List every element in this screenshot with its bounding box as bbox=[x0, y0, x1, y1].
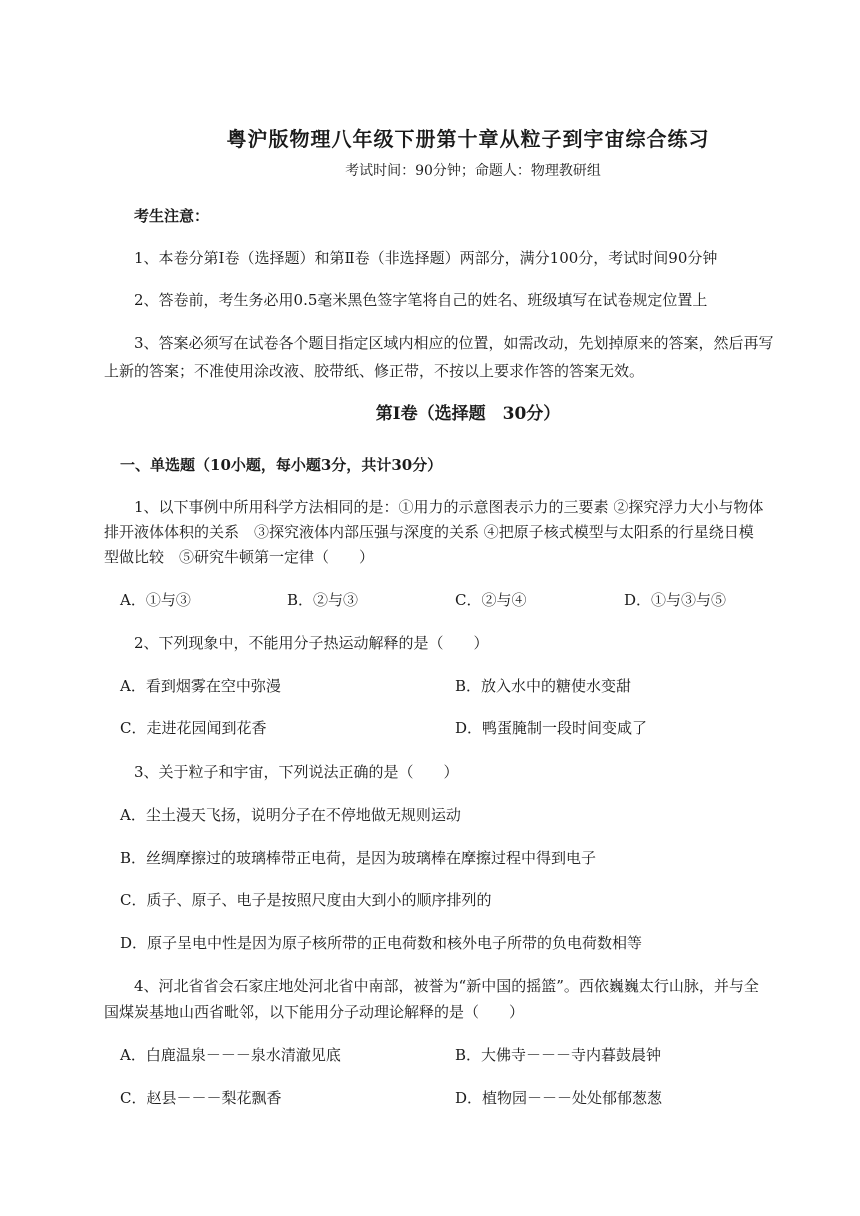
question-2-option-a: A．看到烟雾在空中弥漫 bbox=[120, 677, 281, 695]
question-3-option-a: A．尘土漫天飞扬，说明分子在不停地做无规则运动 bbox=[120, 806, 461, 824]
question-4-option-b: B．大佛寺－－－寺内暮鼓晨钟 bbox=[455, 1046, 662, 1064]
question-3-line-1: 3、关于粒子和宇宙，下列说法正确的是（ ） bbox=[134, 763, 459, 781]
question-2-line-1: 2、下列现象中，不能用分子热运动解释的是（ ） bbox=[134, 634, 489, 652]
question-4-option-a: A．白鹿温泉－－－泉水清澈见底 bbox=[120, 1046, 341, 1064]
question-1-option-b: B．②与③ bbox=[287, 591, 359, 609]
notice-item-1: 1、本卷分第Ⅰ卷（选择题）和第Ⅱ卷（非选择题）两部分，满分100分，考试时间90分钟 bbox=[134, 249, 718, 267]
question-4-line-1: 4、河北省省会石家庄地处河北省中南部，被誉为“新中国的摇篮”。西依巍巍太行山脉，并与全 bbox=[134, 977, 759, 995]
question-2-option-b: B．放入水中的糖使水变甜 bbox=[455, 677, 632, 695]
question-1-option-d: D．①与③与⑤ bbox=[624, 591, 727, 609]
question-3-option-b: B．丝绸摩擦过的玻璃棒带正电荷，是因为玻璃棒在摩擦过程中得到电子 bbox=[120, 849, 597, 867]
question-2-option-c: C．走进花园闻到花香 bbox=[120, 719, 267, 737]
question-1-option-a: A．①与③ bbox=[120, 591, 191, 609]
question-4-option-c: C．赵县－－－梨花飘香 bbox=[120, 1089, 282, 1107]
notice-item-3-cont: 上新的答案；不准使用涂改液、胶带纸、修正带，不按以上要求作答的答案无效。 bbox=[104, 362, 645, 380]
question-2-option-d: D．鸭蛋腌制一段时间变咸了 bbox=[455, 719, 648, 737]
question-4-line-2: 国煤炭基地山西省毗邻，以下能用分子动理论解释的是（ ） bbox=[104, 1003, 525, 1021]
part-heading: 一、单选题（10小题，每小题3分，共计30分） bbox=[120, 456, 443, 474]
notice-item-3: 3、答案必须写在试卷各个题目指定区域内相应的位置，如需改动，先划掉原来的答案，然后再写 bbox=[134, 334, 774, 352]
notice-item-2: 2、答卷前，考生务必用0.5毫米黑色签字笔将自己的姓名、班级填写在试卷规定位置上 bbox=[134, 291, 708, 309]
question-1-line-1: 1、以下事例中所用科学方法相同的是：①用力的示意图表示力的三要素 ②探究浮力大小与物体 bbox=[134, 498, 764, 516]
exam-subtitle: 考试时间：90分钟；命题人：物理教研组 bbox=[345, 163, 601, 179]
question-3-option-c: C．质子、原子、电子是按照尺度由大到小的顺序排列的 bbox=[120, 891, 492, 909]
section-title: 第Ⅰ卷（选择题 30分） bbox=[375, 404, 561, 424]
question-1-line-3: 型做比较 ⑤研究牛顿第一定律（ ） bbox=[104, 548, 375, 566]
question-1-line-2: 排开液体体积的关系 ③探究液体内部压强与深度的关系 ④把原子核式模型与太阳系的行星绕日模 bbox=[104, 523, 754, 541]
page-title: 粤沪版物理八年级下册第十章从粒子到宇宙综合练习 bbox=[226, 127, 710, 151]
question-1-option-c: C．②与④ bbox=[455, 591, 527, 609]
question-3-option-d: D．原子呈电中性是因为原子核所带的正电荷数和核外电子所带的负电荷数相等 bbox=[120, 934, 643, 952]
question-4-option-d: D．植物园－－－处处郁郁葱葱 bbox=[455, 1089, 663, 1107]
notice-heading: 考生注意： bbox=[134, 207, 210, 225]
